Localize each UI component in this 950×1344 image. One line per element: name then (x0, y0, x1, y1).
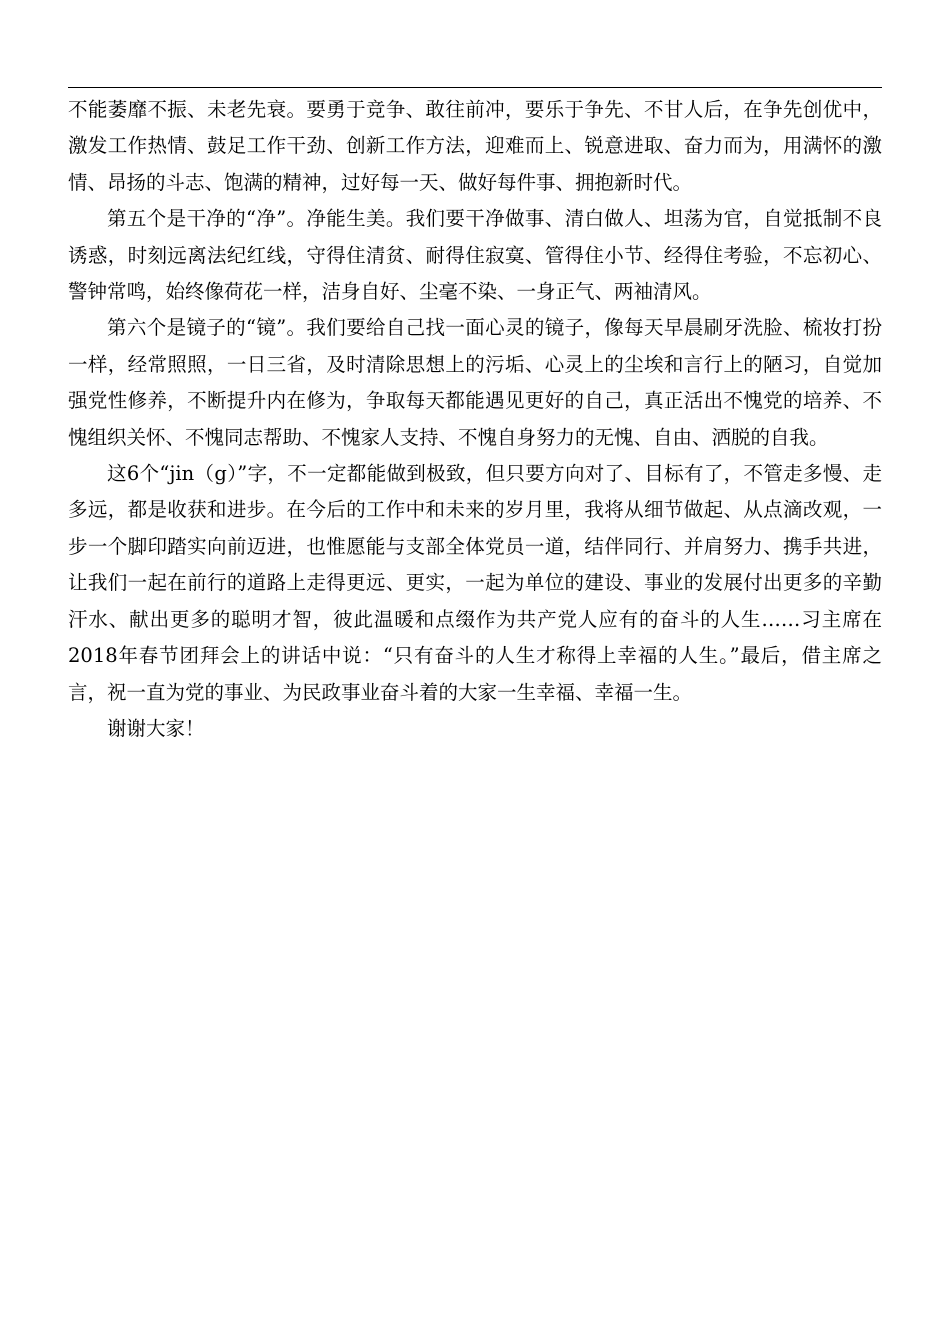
document-body (68, 92, 882, 747)
paragraph-continuation: 不能萎靡不振、未老先衰。要勇于竞争、敢往前冲，要乐于争先、不甘人后，在争先创优中，激发工作热情、鼓足工作干劲、创新工作方法，迎难而上、锐意进取、奋力而为，用满怀的激情、昂扬的斗志、饱满的精神，过好每一天、做好每件事、拥抱新时代。 (68, 98, 882, 194)
header-rule (68, 87, 882, 88)
paragraph-sixth-jing: 第六个是镜子的“镜”。我们要给自己找一面心灵的镜子，像每天早晨刷牙洗脸、梳妆打扮一样，经常照照，一日三省，及时清除思想上的污垢、心灵上的尘埃和言行上的陋习，自觉加强党性修养，不断提升内在修为，争取每天都能遇见更好的自己，真正活出不愧党的培养、不愧组织关怀、不愧同志帮助、不愧家人支持、不愧自身努力的无愧、自由、洒脱的自我。 (68, 316, 882, 449)
paragraph-conclusion: 这6个“jin（g）”字，不一定都能做到极致，但只要方向对了、目标有了，不管走多慢、走多远，都是收获和进步。在今后的工作中和未来的岁月里，我将从细节做起、从点滴改观，一步一个脚印踏实向前迈进，也惟愿能与支部全体党员一道，结伴同行、并肩努力、携手共进，让我们一起在前行的道路上走得更远、更实，一起为单位的建设、事业的发展付出更多的辛勤汗水、献出更多的聪明才智，彼此温暖和点缀作为共产党人应有的奋斗的人生……习主席在2018年春节团拜会上的讲话中说：“只有奋斗的人生才称得上幸福的人生。”最后，借主席之言，祝一直为党的事业、为民政事业奋斗着的大家一生幸福、幸福一生。 (68, 462, 882, 704)
paragraph-fifth-jing: 第五个是干净的“净”。净能生美。我们要干净做事、清白做人、坦荡为官，自觉抵制不良诱惑，时刻远离法纪红线，守得住清贫、耐得住寂寞、管得住小节、经得住考验，不忘初心、警钟常鸣，始终像荷花一样，洁身自好、尘毫不染、一身正气、两袖清风。 (68, 207, 882, 304)
paragraph-thanks: 谢谢大家！ (107, 716, 205, 740)
